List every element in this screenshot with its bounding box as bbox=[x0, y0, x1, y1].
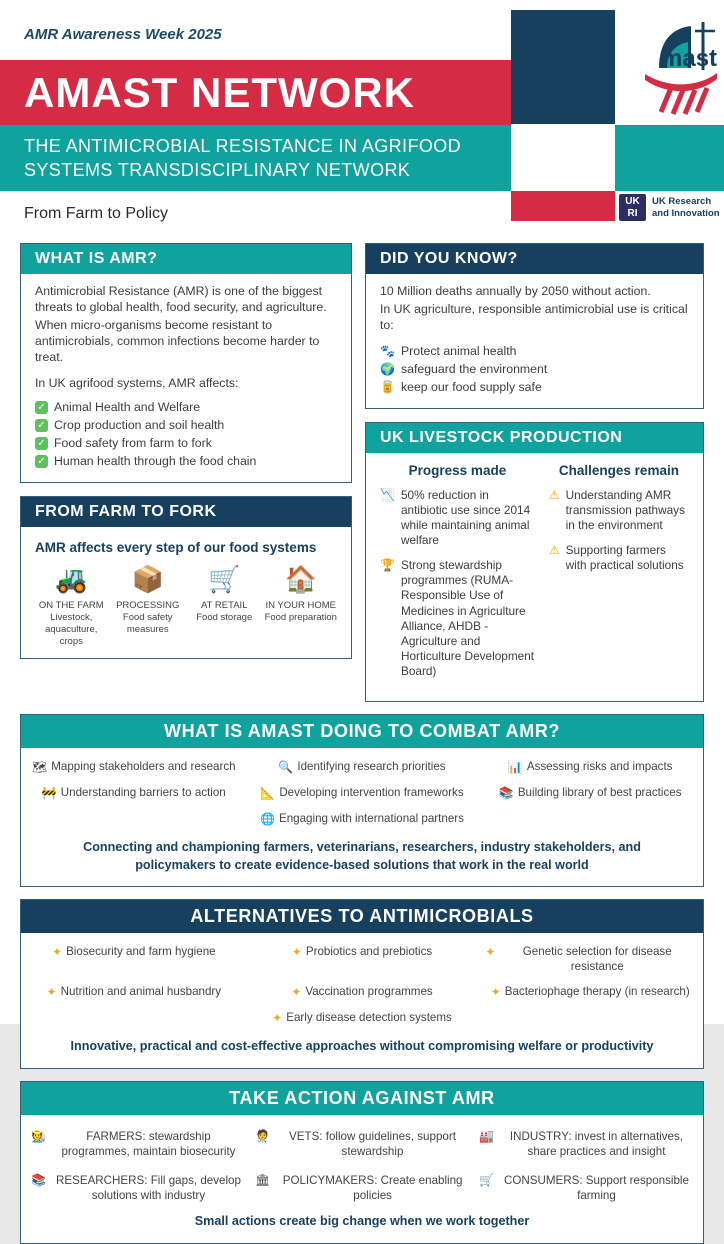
ukri-line1: UK Research bbox=[652, 196, 712, 208]
ruler-icon: 📐 bbox=[260, 786, 276, 801]
dyk-label: Protect animal health bbox=[400, 343, 517, 358]
checklist-label: Human health through the food chain bbox=[54, 453, 257, 468]
check-icon: ✓ bbox=[35, 437, 48, 450]
farm-to-policy-tagline: From Farm to Policy bbox=[24, 205, 169, 222]
list-item bbox=[479, 1129, 693, 1159]
section-alternatives bbox=[20, 899, 704, 1069]
cart-icon: 🛒 bbox=[208, 564, 241, 595]
step-desc: Food safety measures bbox=[122, 612, 173, 636]
checklist-label: Crop production and soil health bbox=[54, 417, 225, 432]
section-farm-to-fork bbox=[20, 496, 352, 659]
bar-chart-icon: 📊 bbox=[507, 760, 523, 775]
take-action-title: TAKE ACTION AGAINST AMR bbox=[21, 1082, 703, 1115]
sparkle-icon: ✦ bbox=[52, 945, 63, 960]
step-title: PROCESSING bbox=[116, 600, 180, 612]
left-column bbox=[20, 243, 352, 659]
list-item bbox=[29, 786, 239, 801]
search-icon: 🔍 bbox=[278, 760, 294, 775]
alternatives-tagline: Innovative, practical and cost-effective approaches without compromising welfare or productivity bbox=[70, 1039, 654, 1054]
progress-text: 50% reduction in antibiotic use since 2014 while maintaining animal welfare bbox=[400, 487, 531, 548]
step-title: ON THE FARM bbox=[38, 600, 104, 612]
sparkle-icon: ✦ bbox=[46, 985, 57, 1000]
progress-column bbox=[380, 461, 535, 689]
alt-label: Probiotics and prebiotics bbox=[305, 945, 433, 959]
awareness-week-label: AMR Awareness Week 2025 bbox=[24, 26, 222, 43]
list-item bbox=[35, 436, 337, 452]
step-at-retail bbox=[188, 566, 261, 648]
challenges-title: Challenges remain bbox=[558, 462, 679, 478]
decor-red-rect bbox=[511, 191, 615, 221]
step-in-your-home bbox=[265, 566, 338, 648]
decor-navy-square bbox=[511, 10, 615, 124]
header bbox=[0, 0, 724, 235]
doing-label: Engaging with international partners bbox=[278, 812, 464, 826]
alternatives-title: ALTERNATIVES TO ANTIMICROBIALS bbox=[21, 900, 703, 933]
amast-logo-text: mast bbox=[661, 45, 718, 72]
step-title: IN YOUR HOME bbox=[265, 600, 337, 612]
title-banner bbox=[0, 60, 511, 125]
factory-icon: 🏭 bbox=[479, 1128, 494, 1143]
barrier-icon: 🚧 bbox=[41, 786, 57, 801]
list-item bbox=[380, 558, 535, 679]
ukri-abbr-uk: UK bbox=[625, 195, 640, 207]
challenge-text: Understanding AMR transmission pathways in the environment bbox=[565, 487, 685, 533]
list-item bbox=[485, 945, 695, 974]
food-chain-steps bbox=[35, 566, 337, 648]
dyk-label: safeguard the environment bbox=[400, 361, 548, 376]
two-column-area bbox=[0, 243, 724, 702]
list-item bbox=[245, 1011, 480, 1026]
challenges-column bbox=[549, 461, 689, 689]
challenge-text: Supporting farmers with practical solutions bbox=[565, 543, 684, 573]
list-item bbox=[549, 543, 689, 573]
alt-label: Bacteriophage therapy (in research) bbox=[504, 985, 690, 999]
action-label: FARMERS: stewardship programmes, maintain biosecurity bbox=[61, 1129, 236, 1158]
list-item bbox=[380, 362, 689, 378]
amast-doing-title: WHAT IS AMAST DOING TO COMBAT AMR? bbox=[21, 715, 703, 748]
list-item bbox=[485, 760, 695, 775]
warning-icon: ⚠ bbox=[548, 487, 560, 502]
farm-to-fork-title: FROM FARM TO FORK bbox=[21, 497, 351, 527]
sparkle-icon: ✦ bbox=[485, 945, 496, 960]
step-desc: Livestock, aquaculture, crops bbox=[45, 612, 98, 648]
checklist-label: Animal Health and Welfare bbox=[54, 399, 201, 414]
alt-label: Biosecurity and farm hygiene bbox=[66, 945, 216, 959]
doing-label: Developing intervention frameworks bbox=[279, 786, 464, 800]
list-item bbox=[35, 400, 337, 416]
canned-food-icon: 🥫 bbox=[380, 379, 395, 394]
farmer-icon: 🧑‍🌾 bbox=[31, 1128, 46, 1143]
dyk-label: keep our food supply safe bbox=[400, 379, 542, 394]
government-building-icon: 🏛 bbox=[255, 1173, 271, 1187]
action-label: CONSUMERS: Support responsible farming bbox=[504, 1174, 689, 1203]
section-amast-doing bbox=[20, 714, 704, 887]
cart-icon: 🛒 bbox=[479, 1173, 494, 1187]
action-label: POLICYMAKERS: Create enabling policies bbox=[282, 1174, 463, 1203]
decor-teal-square bbox=[615, 125, 724, 191]
tractor-icon: 🚜 bbox=[55, 564, 88, 595]
amast-logo bbox=[615, 18, 721, 122]
amast-doing-tagline: Connecting and championing farmers, veterinarians, researchers, industry stakeholders, and policymakers to create evidence-based solutions that work in the real world bbox=[83, 840, 641, 872]
trophy-icon: 🏆 bbox=[380, 558, 395, 573]
list-item bbox=[485, 985, 695, 1000]
ukri-line2: and Innovation bbox=[652, 207, 720, 219]
list-item bbox=[380, 380, 689, 396]
section-take-action bbox=[20, 1081, 704, 1244]
subtitle-banner bbox=[0, 125, 511, 191]
map-icon: 🗺 bbox=[32, 760, 48, 775]
list-item bbox=[479, 1173, 693, 1203]
books-icon: 📚 bbox=[31, 1173, 46, 1187]
alt-label: Vaccination programmes bbox=[305, 985, 433, 999]
right-column bbox=[365, 243, 704, 702]
farm-to-fork-lead: AMR affects every step of our food systems bbox=[35, 539, 317, 555]
sparkle-icon: ✦ bbox=[291, 985, 302, 1000]
action-label: RESEARCHERS: Fill gaps, develop solutions with industry bbox=[56, 1174, 241, 1203]
list-item bbox=[245, 760, 480, 775]
list-item bbox=[29, 760, 239, 775]
doing-label: Identifying research priorities bbox=[297, 760, 446, 774]
house-icon: 🏠 bbox=[284, 564, 317, 595]
section-uk-livestock bbox=[365, 422, 704, 702]
list-item bbox=[29, 945, 239, 974]
sparkle-icon: ✦ bbox=[291, 945, 302, 960]
list-item bbox=[31, 1129, 245, 1159]
step-desc: Food storage bbox=[196, 612, 253, 624]
check-icon: ✓ bbox=[35, 419, 48, 432]
section-what-is-amr bbox=[20, 243, 352, 483]
what-is-amr-title: WHAT IS AMR? bbox=[21, 244, 351, 274]
list-item bbox=[380, 344, 689, 360]
action-label: VETS: follow guidelines, support stewardship bbox=[289, 1129, 456, 1158]
ukri-abbr-ri: RI bbox=[627, 207, 638, 219]
check-icon: ✓ bbox=[35, 455, 48, 468]
list-item bbox=[245, 812, 480, 827]
did-you-know-title: DID YOU KNOW? bbox=[366, 244, 703, 274]
list-item bbox=[485, 786, 695, 801]
alt-label: Early disease detection systems bbox=[286, 1011, 452, 1025]
check-icon: ✓ bbox=[35, 401, 48, 414]
step-on-the-farm bbox=[35, 566, 108, 648]
sparkle-icon: ✦ bbox=[490, 985, 501, 1000]
ukri-text bbox=[652, 196, 720, 219]
ukri-badge bbox=[619, 194, 646, 221]
doing-label: Assessing risks and impacts bbox=[526, 760, 673, 774]
chart-down-icon: 📉 bbox=[380, 487, 395, 502]
list-item bbox=[255, 1173, 469, 1203]
progress-title: Progress made bbox=[408, 462, 507, 478]
list-item bbox=[35, 418, 337, 434]
ukri-logo bbox=[619, 194, 720, 221]
page-title: AMAST NETWORK bbox=[24, 68, 415, 116]
dyk-line2: In UK agriculture, responsible antimicrobial use is critical to: bbox=[380, 301, 688, 332]
alt-label: Nutrition and animal husbandry bbox=[60, 985, 222, 999]
take-action-tagline: Small actions create big change when we work together bbox=[194, 1214, 530, 1229]
globe-icon: 🌍 bbox=[380, 361, 395, 376]
list-item bbox=[380, 488, 535, 548]
list-item bbox=[35, 454, 337, 470]
sparkle-icon: ✦ bbox=[272, 1011, 283, 1026]
step-title: AT RETAIL bbox=[201, 600, 248, 612]
doing-label: Mapping stakeholders and research bbox=[51, 760, 236, 774]
doing-label: Understanding barriers to action bbox=[60, 786, 226, 800]
dyk-line1: 10 Million deaths annually by 2050 without action. bbox=[380, 284, 651, 298]
globe-meridians-icon: 🌐 bbox=[260, 812, 275, 827]
warning-icon: ⚠ bbox=[548, 543, 560, 558]
list-item bbox=[245, 985, 480, 1000]
step-processing bbox=[112, 566, 185, 648]
package-icon: 📦 bbox=[131, 564, 164, 595]
step-desc: Food preparation bbox=[264, 612, 337, 624]
page-subtitle: THE ANTIMICROBIAL RESISTANCE IN AGRIFOOD SYSTEMS TRANSDISCIPLINARY NETWORK bbox=[24, 135, 462, 180]
vet-icon: 🧑‍⚕️ bbox=[255, 1128, 270, 1143]
amr-paragraph-1: Antimicrobial Resistance (AMR) is one of the biggest threats to global health, food security, and agriculture. bbox=[35, 284, 327, 314]
doing-label: Building library of best practices bbox=[517, 786, 682, 800]
books-icon: 📚 bbox=[498, 786, 514, 801]
list-item bbox=[549, 488, 689, 533]
paw-icon: 🐾 bbox=[380, 343, 395, 358]
list-item bbox=[245, 786, 480, 801]
amr-paragraph-2: When micro-organisms become resistant to antimicrobials, common infections become harder to treat. bbox=[35, 317, 320, 364]
list-item bbox=[245, 945, 480, 974]
list-item bbox=[31, 1173, 245, 1203]
list-item bbox=[255, 1129, 469, 1159]
alt-label: Genetic selection for disease resistance bbox=[522, 945, 672, 973]
livestock-title: UK LIVESTOCK PRODUCTION bbox=[366, 423, 703, 453]
checklist-label: Food safety from farm to fork bbox=[54, 435, 212, 450]
action-label: INDUSTRY: invest in alternatives, share practices and insight bbox=[509, 1129, 684, 1158]
amr-lead: In UK agrifood systems, AMR affects: bbox=[35, 375, 239, 390]
list-item bbox=[29, 985, 239, 1000]
progress-text: Strong stewardship programmes (RUMA- Responsible Use of Medicines in Agriculture Alliance, AHDB - Agriculture and Horticulture Development Board) bbox=[400, 558, 535, 678]
section-did-you-know bbox=[365, 243, 704, 409]
